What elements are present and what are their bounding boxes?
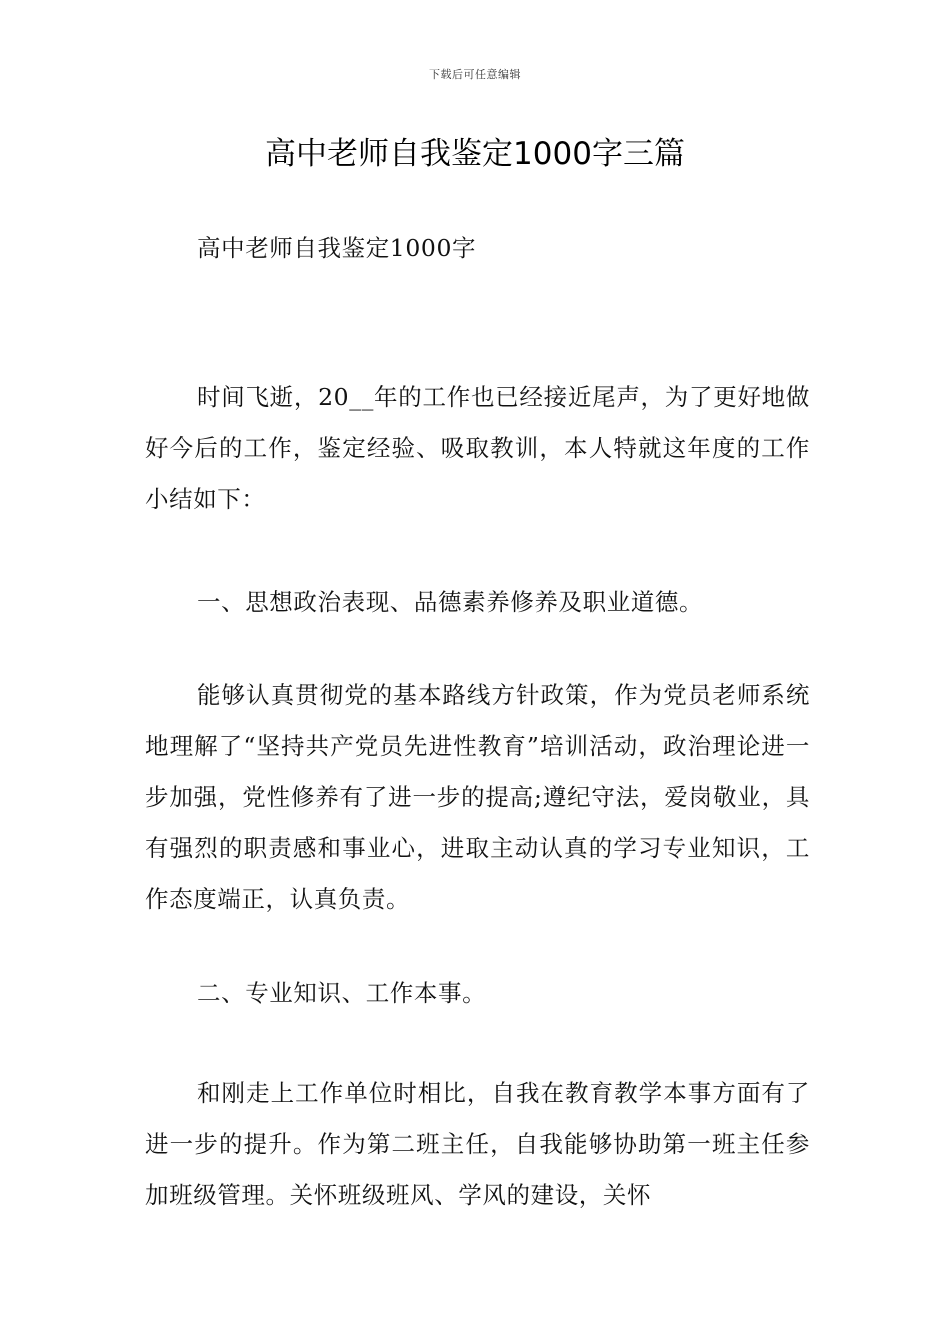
section-1-paragraph: 能够认真贯彻党的基本路线方针政策，作为党员老师系统地理解了“坚持共产党员先进性教育”培训活动，政治理论进一步加强，党性修养有了进一步的提高;遵纪守法，爱岗敬业，具有强烈的职责感和事业心，进取主动认真的学习专业知识，工作态度端正，认真负责。 bbox=[145, 681, 810, 913]
section-2-heading: 二、专业知识、工作本事。 bbox=[197, 979, 487, 1007]
document-title: 高中老师自我鉴定1000字三篇 bbox=[265, 136, 685, 172]
section-1-heading: 一、思想政治表现、品德素养修养及职业道德。 bbox=[197, 588, 704, 616]
intro-paragraph: 时间飞逝，20__年的工作也已经接近尾声，为了更好地做好今后的工作，鉴定经验、吸取教训，本人特就这年度的工作小结如下： bbox=[145, 383, 810, 513]
section-2-paragraph: 和刚走上工作单位时相比，自我在教育教学本事方面有了进一步的提升。作为第二班主任，自我能够协助第一班主任参加班级管理。关怀班级班风、学风的建设，关怀 bbox=[145, 1079, 810, 1209]
header-note: 下载后可任意编辑 bbox=[429, 68, 521, 81]
document-subtitle: 高中老师自我鉴定1000字 bbox=[197, 234, 477, 262]
